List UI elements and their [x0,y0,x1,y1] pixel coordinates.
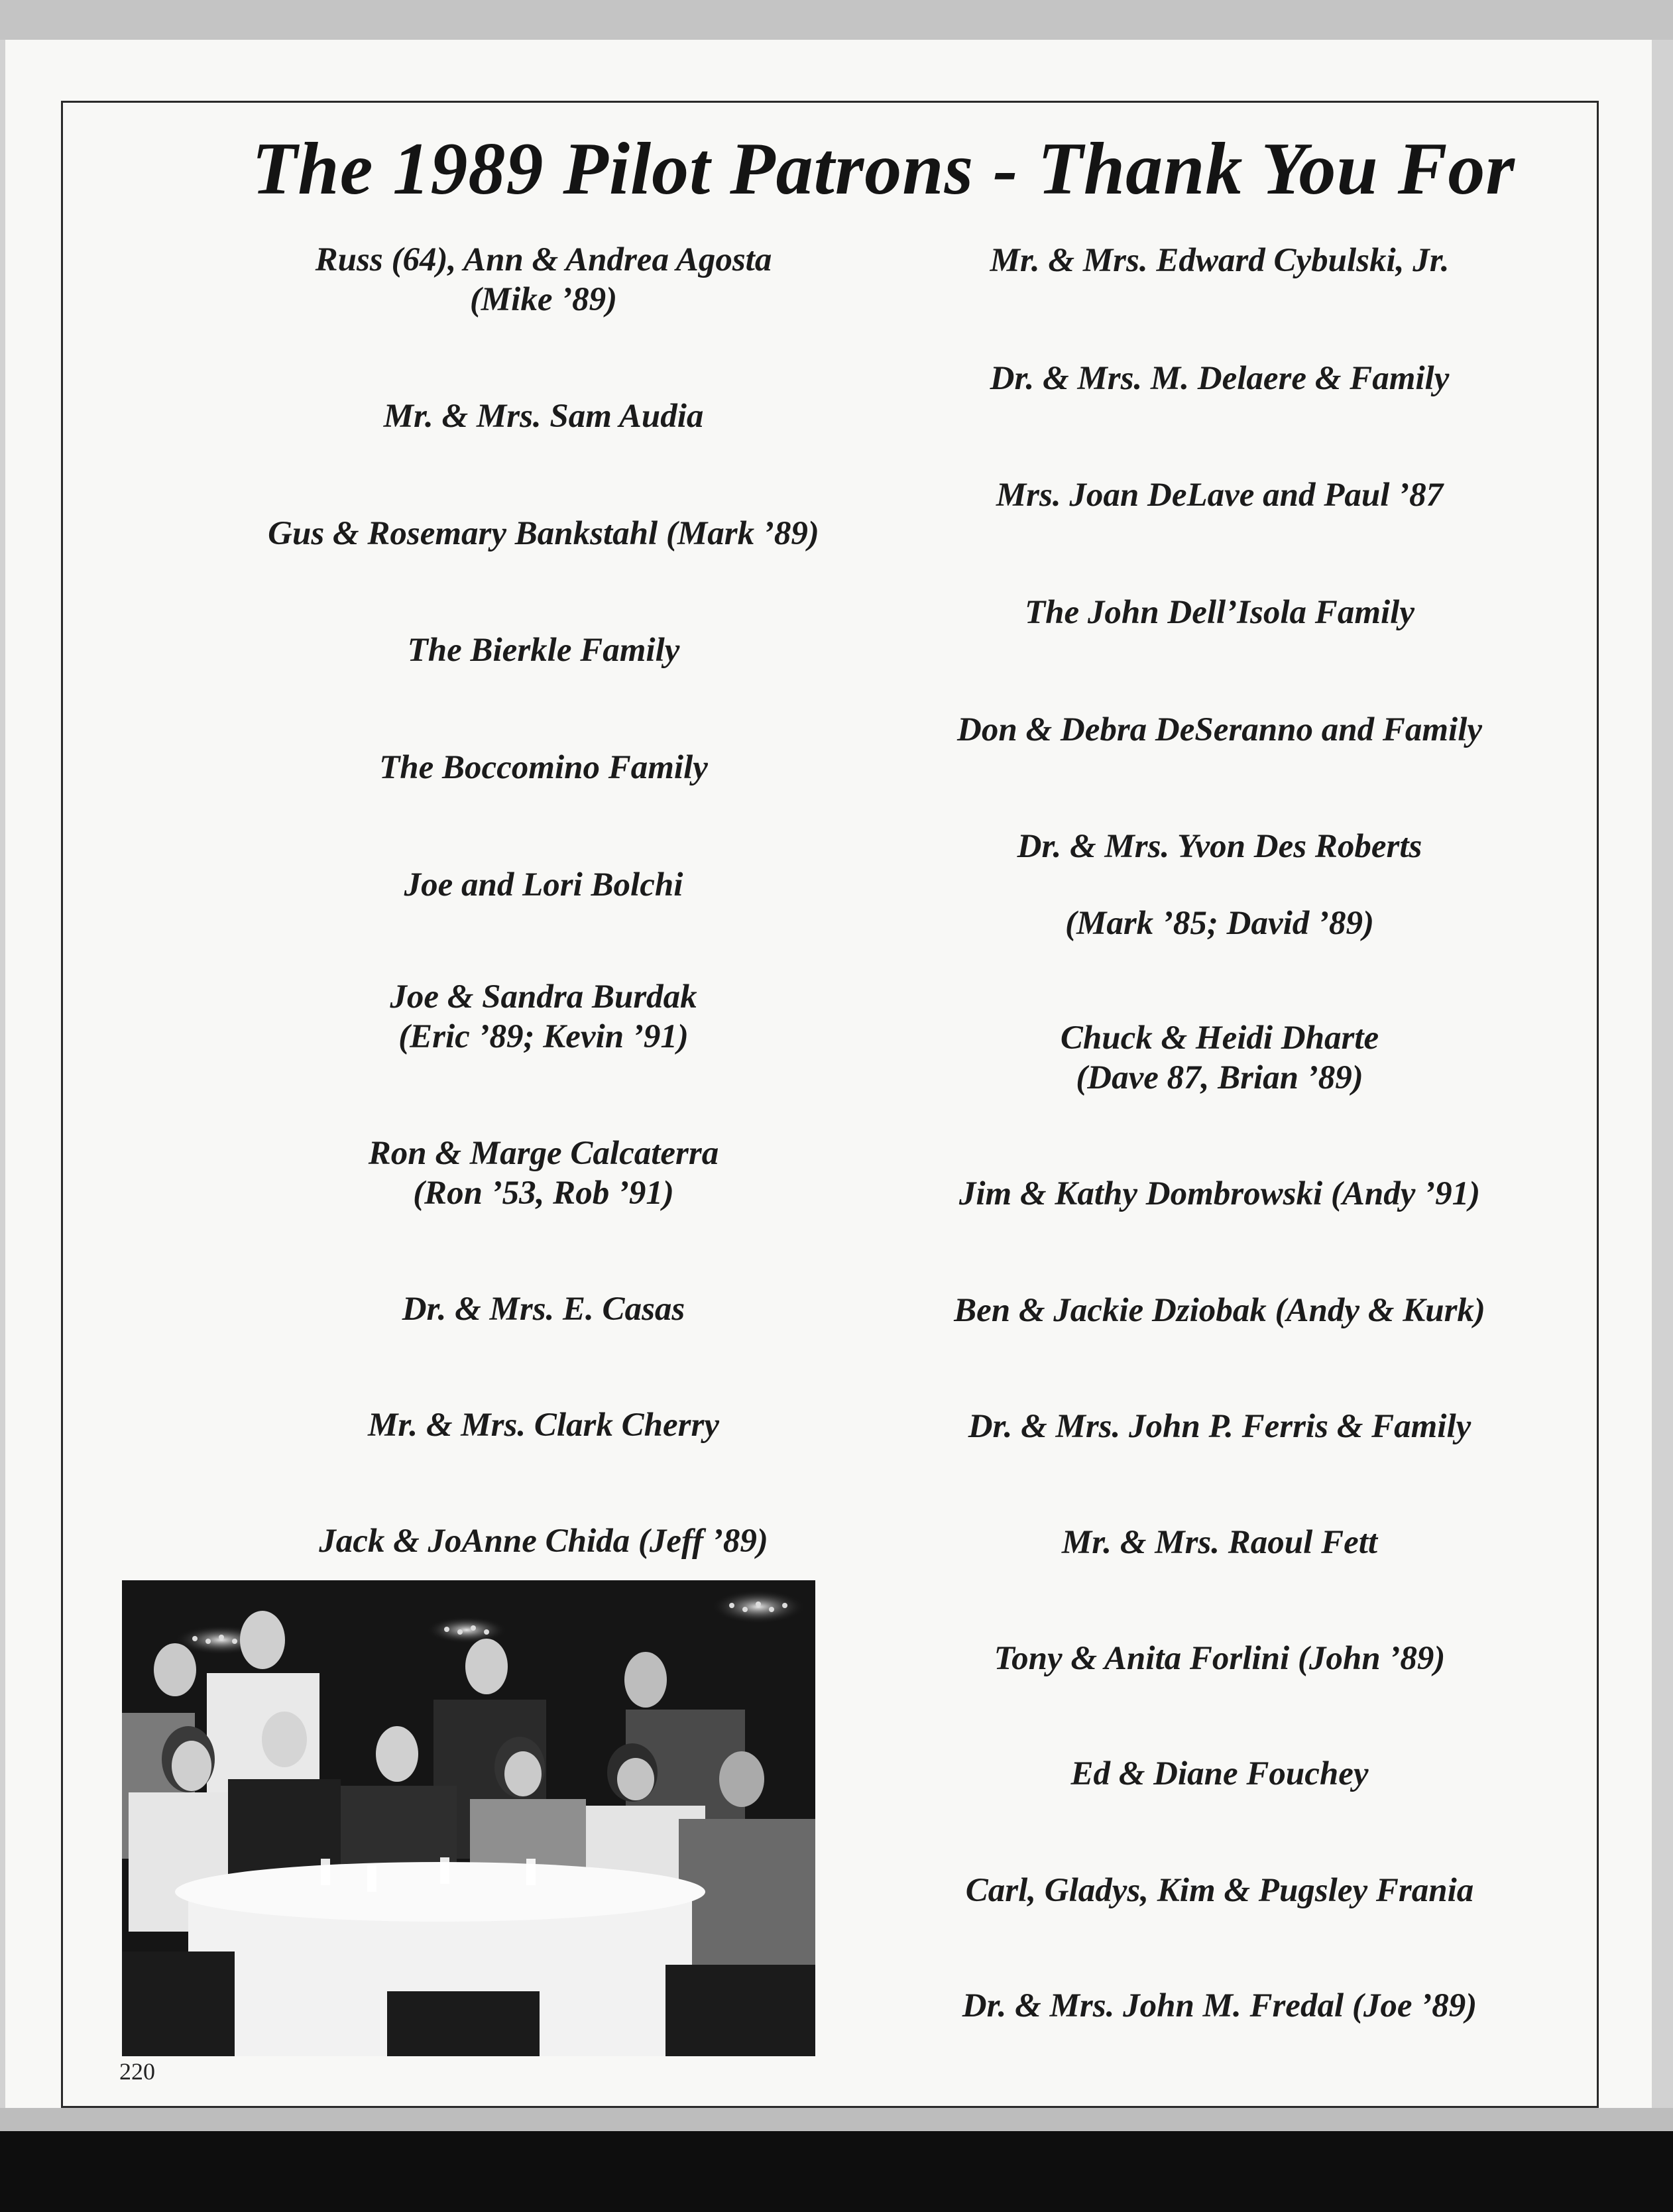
patron-entry [888,710,1551,750]
patron-name-line: Jack & JoAnne Chida (Jeff ’89) [319,1523,768,1560]
patron-name-line: The Bierkle Family [407,632,680,669]
patron-entry [212,514,875,553]
patron-entry [888,1986,1551,2026]
patron-entry [212,1134,875,1213]
patron-name-line: (Eric ’89; Kevin ’91) [398,1018,689,1055]
patron-entry [888,1018,1551,1098]
patron-name-line: Chuck & Heidi Dharte [1060,1019,1379,1057]
page-title: The 1989 Pilot Patrons - Thank You For [252,128,1516,210]
patron-name-line: Mrs. Joan DeLave and Paul ’87 [996,477,1444,514]
patron-entry [888,1291,1551,1330]
patron-name-line: Dr. & Mrs. John M. Fredal (Joe ’89) [962,1987,1477,2024]
patron-name-line: The John Dell’Isola Family [1025,594,1414,631]
patron-entry [888,1407,1551,1446]
patron-name-line: Carl, Gladys, Kim & Pugsley Frania [965,1872,1474,1909]
patron-name-line: Jim & Kathy Dombrowski (Andy ’91) [958,1175,1481,1212]
group-photo [122,1580,815,2056]
patron-name-line: Gus & Rosemary Bankstahl (Mark ’89) [268,515,819,552]
patron-name-line: Joe and Lori Bolchi [404,866,683,903]
scan-margin-bottom [0,2131,1673,2212]
patron-name-line: Don & Debra DeSeranno and Family [957,711,1482,748]
patron-name-line: Mr. & Mrs. Sam Audia [383,398,704,435]
group-photo-illustration [122,1580,815,2056]
patron-name-line: Dr. & Mrs. M. Delaere & Family [990,360,1450,397]
patron-entry [212,977,875,1057]
patron-name-line: Joe & Sandra Burdak [390,978,697,1016]
patron-entry [212,1405,875,1445]
patron-name-line: (Dave 87, Brian ’89) [1076,1059,1363,1096]
patron-entry [888,903,1551,943]
patron-name-line: Mr. & Mrs. Clark Cherry [368,1407,719,1444]
patron-entry [888,241,1551,280]
page-number: 220 [119,2058,155,2085]
patron-entry [888,1871,1551,1910]
patron-entry [888,1639,1551,1678]
patron-name-line: Ron & Marge Calcaterra [368,1135,719,1172]
patron-entry [888,359,1551,398]
scan-margin-top [0,0,1673,40]
patron-entry [888,1174,1551,1214]
patron-entry [212,240,875,320]
patron-entry [212,1521,875,1561]
patron-name-line: (Ron ’53, Rob ’91) [413,1175,674,1212]
patron-entry [888,1523,1551,1562]
patron-entry [212,865,875,905]
patron-name-line: Mr. & Mrs. Raoul Fett [1061,1524,1378,1561]
patron-name-line: Ben & Jackie Dziobak (Andy & Kurk) [954,1292,1485,1329]
patron-entry [888,1754,1551,1794]
patron-entry [888,475,1551,515]
patron-name-line: (Mark ’85; David ’89) [1065,905,1374,942]
patron-name-line: Mr. & Mrs. Edward Cybulski, Jr. [990,242,1450,279]
patron-entry [212,1289,875,1329]
patron-entry [212,630,875,670]
patron-entry [212,748,875,787]
patron-entry [212,396,875,436]
patron-entry [888,827,1551,866]
patron-name-line: Ed & Diane Fouchey [1070,1755,1369,1792]
patron-name-line: Dr. & Mrs. Yvon Des Roberts [1017,828,1422,865]
patron-name-line: The Boccomino Family [379,749,708,786]
patron-name-line: Tony & Anita Forlini (John ’89) [994,1640,1446,1677]
patron-name-line: (Mike ’89) [469,281,618,318]
scan-margin-band [0,2108,1673,2131]
patron-name-line: Russ (64), Ann & Andrea Agosta [315,241,772,278]
patron-entry [888,593,1551,632]
patron-name-line: Dr. & Mrs. John P. Ferris & Family [968,1408,1471,1445]
patron-name-line: Dr. & Mrs. E. Casas [402,1291,685,1328]
